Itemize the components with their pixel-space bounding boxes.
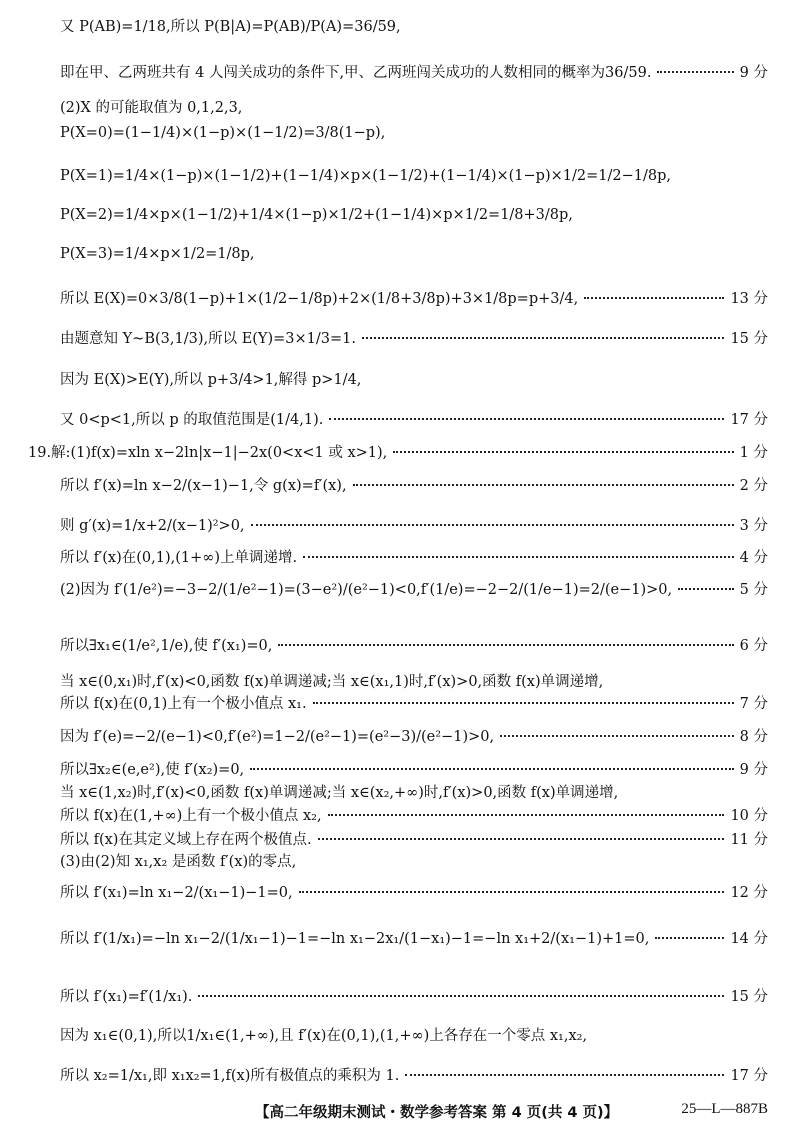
solution-line <box>60 578 768 599</box>
line-text: P(X=3)=1/4×p×1/2=1/8p, <box>60 246 255 262</box>
line-text: 当 x∈(0,x₁)时,f′(x)<0,函数 f(x)单调递减;当 x∈(x₁,1)时,f′(x)>0,函数 f(x)单调递增, <box>60 674 604 690</box>
line-text: 所以 E(X)=0×3/8(1−p)+1×(1/2−1/8p)+2×(1/8+3/8p)+3×1/8p=p+3/4, <box>60 291 579 307</box>
leader-dots <box>328 814 725 816</box>
leader-dots <box>313 702 734 704</box>
line-text: 所以 f′(1/x₁)=−ln x₁−2/(1/x₁−1)−1=−ln x₁−2x₁/(1−x₁)−1=−ln x₁+2/(x₁−1)+1=0, <box>60 931 650 947</box>
solution-line <box>60 692 768 713</box>
score-label: 3 分 <box>739 518 768 534</box>
leader-dots <box>393 451 733 453</box>
line-text: P(X=1)=1/4×(1−p)×(1−1/2)+(1−1/4)×p×(1−1/2)+(1−1/4)×(1−p)×1/2=1/2−1/8p, <box>60 168 671 184</box>
solution-line <box>60 327 768 348</box>
score-label: 14 分 <box>730 931 768 947</box>
solution-line <box>60 1024 768 1045</box>
solution-line <box>60 881 768 902</box>
line-text: 所以 f′(x₁)=f′(1/x₁). <box>60 989 193 1005</box>
leader-dots <box>353 484 734 486</box>
line-text: (3)由(2)知 x₁,x₂ 是函数 f′(x)的零点, <box>60 854 297 870</box>
solution-line <box>60 15 768 36</box>
leader-dots <box>198 995 724 997</box>
line-text: 所以∃x₁∈(1/e²,1/e),使 f′(x₁)=0, <box>60 638 273 654</box>
line-text: P(X=0)=(1−1/4)×(1−p)×(1−1/2)=3/8(1−p), <box>60 125 386 141</box>
score-label: 12 分 <box>730 885 768 901</box>
line-text: 所以 f′(x)在(0,1),(1+∞)上单调递增. <box>60 550 298 566</box>
question-19-heading <box>28 441 768 462</box>
line-text: (2)因为 f′(1/e²)=−3−2/(1/e²−1)=(3−e²)/(e²−1)<0,f′(1/e)=−2−2/(1/e−1)=2/(e−1)>0, <box>60 582 673 598</box>
solution-line <box>60 1064 768 1085</box>
solution-line <box>60 368 768 389</box>
leader-dots <box>362 337 724 339</box>
solution-line <box>60 828 768 849</box>
score-label: 15 分 <box>730 331 768 347</box>
solution-line <box>60 408 768 429</box>
solution-line <box>60 514 768 535</box>
line-text: P(X=2)=1/4×p×(1−1/2)+1/4×(1−p)×1/2+(1−1/4)×p×1/2=1/8+3/8p, <box>60 207 573 223</box>
line-text: 因为 f′(e)=−2/(e−1)<0,f′(e²)=1−2/(e²−1)=(e²−3)/(e²−1)>0, <box>60 729 495 745</box>
line-text: 所以 f(x)在(1,+∞)上有一个极小值点 x₂, <box>60 808 322 824</box>
score-label: 15 分 <box>730 989 768 1005</box>
solution-line <box>60 634 768 655</box>
line-text: 当 x∈(1,x₂)时,f′(x)<0,函数 f(x)单调递减;当 x∈(x₂,+∞)时,f′(x)>0,函数 f(x)单调递增, <box>60 785 619 801</box>
score-label: 1 分 <box>739 445 768 461</box>
score-label: 5 分 <box>739 582 768 598</box>
line-text: 所以∃x₂∈(e,e²),使 f′(x₂)=0, <box>60 762 245 778</box>
score-label: 10 分 <box>730 808 768 824</box>
leader-dots <box>250 768 734 770</box>
solution-line <box>60 546 768 567</box>
line-text: 又 P(AB)=1/18,所以 P(B|A)=P(AB)/P(A)=36/59, <box>60 19 401 35</box>
score-label: 2 分 <box>739 478 768 494</box>
line-text: 所以 f(x)在(0,1)上有一个极小值点 x₁. <box>60 696 307 712</box>
leader-dots <box>318 838 725 840</box>
line-text: 所以 x₂=1/x₁,即 x₁x₂=1,f(x)所有极值点的乘积为 1. <box>60 1068 400 1084</box>
line-text: (2)X 的可能取值为 0,1,2,3, <box>60 100 243 116</box>
solution-line <box>60 287 768 308</box>
solution-line <box>60 850 768 871</box>
solution-line <box>60 758 768 779</box>
leader-dots <box>657 71 733 73</box>
solution-line <box>60 246 768 262</box>
leader-dots <box>329 418 724 420</box>
score-label: 17 分 <box>730 1068 768 1084</box>
solution-line <box>60 985 768 1006</box>
solution-line <box>60 725 768 746</box>
solution-line <box>60 207 768 223</box>
score-label: 7 分 <box>739 696 768 712</box>
solution-line <box>60 927 768 948</box>
leader-dots <box>303 556 734 558</box>
line-text: 因为 x₁∈(0,1),所以1/x₁∈(1,+∞),且 f′(x)在(0,1),(1,+∞)上各存在一个零点 x₁,x₂, <box>60 1028 588 1044</box>
line-text: 所以 f′(x₁)=ln x₁−2/(x₁−1)−1=0, <box>60 885 293 901</box>
line-text: 由题意知 Y~B(3,1/3),所以 E(Y)=3×1/3=1. <box>60 331 357 347</box>
score-label: 4 分 <box>739 550 768 566</box>
leader-dots <box>405 1074 724 1076</box>
score-label: 13 分 <box>730 291 768 307</box>
page-footer: 【高二年级期末测试・数学参考答案 第 4 页(共 4 页)】 <box>255 1105 619 1121</box>
solution-line <box>60 781 768 802</box>
line-text: 即在甲、乙两班共有 4 人闯关成功的条件下,甲、乙两班闯关成功的人数相同的概率为36/59. <box>60 65 652 81</box>
score-label: 9 分 <box>739 65 768 81</box>
solution-line <box>60 670 768 691</box>
line-text: 所以 f′(x)=ln x−2/(x−1)−1,令 g(x)=f′(x), <box>60 478 347 494</box>
score-label: 8 分 <box>739 729 768 745</box>
solution-line <box>60 804 768 825</box>
leader-dots <box>678 588 734 590</box>
solution-line <box>60 96 768 117</box>
line-text: 19.解:(1)f(x)=xln x−2ln|x−1|−2x(0<x<1 或 x>1), <box>28 445 388 461</box>
solution-line <box>60 168 768 184</box>
line-text: 则 g′(x)=1/x+2/(x−1)²>0, <box>60 518 245 534</box>
document-code: 25—L—887B <box>681 1101 768 1117</box>
score-label: 6 分 <box>739 638 768 654</box>
leader-dots <box>278 644 733 646</box>
line-text: 所以 f(x)在其定义域上存在两个极值点. <box>60 832 312 848</box>
leader-dots <box>500 735 734 737</box>
solution-line <box>60 474 768 495</box>
score-label: 11 分 <box>730 832 768 848</box>
solution-line <box>60 61 768 82</box>
score-label: 9 分 <box>739 762 768 778</box>
leader-dots <box>251 524 734 526</box>
line-text: 因为 E(X)>E(Y),所以 p+3/4>1,解得 p>1/4, <box>60 372 362 388</box>
solution-line <box>60 125 768 141</box>
score-label: 17 分 <box>730 412 768 428</box>
leader-dots <box>655 937 724 939</box>
line-text: 又 0<p<1,所以 p 的取值范围是(1/4,1). <box>60 412 324 428</box>
leader-dots <box>584 297 724 299</box>
leader-dots <box>299 891 725 893</box>
